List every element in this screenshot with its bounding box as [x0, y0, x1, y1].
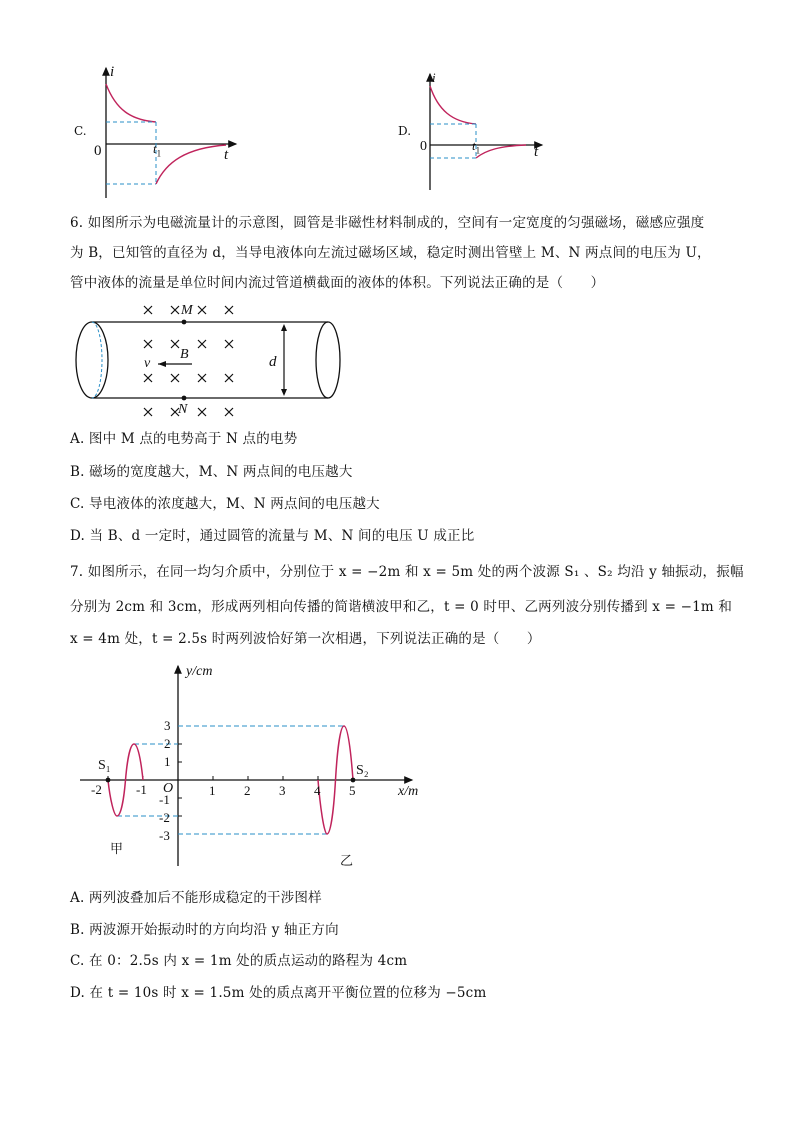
- q6-option-d[interactable]: D. 当 B、d 一定时，通过圆管的流量与 M、N 间的电压 U 成正比: [70, 528, 475, 544]
- point-m: [182, 320, 187, 325]
- label-s1: S₁: [98, 758, 111, 773]
- t-axis-label-d: t: [534, 144, 539, 160]
- q7-option-c[interactable]: C. 在 0：2.5s 内 x = 1m 处的质点运动的路程为 4cm: [70, 953, 408, 969]
- t1-label-d: $t_1$: [472, 138, 481, 156]
- i-axis-label-d: i: [432, 70, 436, 85]
- x-tick: 5: [349, 783, 356, 798]
- option-d-graph: [410, 68, 550, 194]
- origin-o: O: [163, 781, 174, 796]
- x-tick: 1: [209, 783, 216, 798]
- option-d-label: D.: [398, 124, 412, 138]
- q6-stem-line1: 6. 如图所示为电磁流量计的示意图，圆管是非磁性材料制成的，空间有一定宽度的匀强磁场，磁感应强度: [70, 215, 705, 231]
- wave-figure: [78, 660, 438, 870]
- t-axis-label: t: [224, 147, 229, 163]
- x-tick: 4: [314, 783, 321, 798]
- q7-option-d[interactable]: D. 在 t = 10s 时 x = 1.5m 处的质点离开平衡位置的位移为 −5cm: [70, 985, 487, 1001]
- label-n: N: [178, 402, 188, 417]
- y-tick: 3: [164, 718, 171, 733]
- q7-option-b[interactable]: B. 两波源开始振动时的方向均沿 y 轴正方向: [70, 922, 339, 938]
- y-axis-label: y/cm: [186, 664, 213, 679]
- q6-option-b[interactable]: B. 磁场的宽度越大，M、N 两点间的电压越大: [70, 464, 353, 480]
- label-v: v: [144, 356, 151, 371]
- curve-decay-positive: [106, 84, 156, 122]
- source-s2: [351, 778, 356, 783]
- x-tick: 2: [244, 783, 251, 798]
- label-s2: S₂: [356, 763, 369, 778]
- x-tick: -2: [91, 782, 102, 797]
- pipe-left-end: [76, 322, 108, 398]
- label-wave-yi: 乙: [340, 854, 354, 869]
- q7-stem-line1: 7. 如图所示，在同一均匀介质中，分别位于 x = −2m 和 x = 5m 处的两个波源 S₁ 、S₂ 均沿 y 轴振动，振幅: [70, 564, 744, 580]
- pipe-right-end: [316, 322, 340, 398]
- x-tick: 3: [279, 783, 286, 798]
- label-wave-jia: 甲: [110, 842, 124, 857]
- label-d: d: [269, 354, 277, 370]
- velocity-arrow: [158, 361, 166, 367]
- point-n: [182, 396, 187, 401]
- label-b: B: [180, 347, 189, 362]
- x-axis-label: x/m: [398, 784, 419, 799]
- y-tick: -1: [159, 792, 170, 807]
- flowmeter-figure: [70, 298, 350, 422]
- t1-label: $t_1$: [153, 141, 162, 159]
- q7-option-a[interactable]: A. 两列波叠加后不能形成稳定的干涉图样: [70, 890, 322, 906]
- y-tick: -3: [159, 828, 170, 843]
- label-m: M: [181, 303, 193, 318]
- source-s1: [106, 778, 111, 783]
- q6-option-c[interactable]: C. 导电液体的浓度越大，M、N 两点间的电压越大: [70, 496, 380, 512]
- q7-stem-line3: x = 4m 处，t = 2.5s 时两列波恰好第一次相遇，下列说法正确的是（ ）: [70, 631, 541, 647]
- curve-decay-negative: [156, 145, 229, 184]
- origin-label: 0: [94, 143, 102, 159]
- option-c-label: C.: [74, 124, 87, 138]
- option-c-graph: [86, 62, 246, 202]
- q6-option-a[interactable]: A. 图中 M 点的电势高于 N 点的电势: [70, 431, 298, 447]
- y-tick: 1: [164, 754, 171, 769]
- y-tick: 2: [164, 736, 171, 751]
- q6-stem-line3: 管中液体的流量是单位时间内流过管道横截面的液体的体积。下列说法正确的是（ ）: [70, 275, 605, 291]
- x-tick: -1: [136, 782, 147, 797]
- q6-stem-line2: 为 B，已知管的直径为 d，当导电液体向左流过磁场区域，稳定时测出管壁上 M、N 两点间的电压为 U，: [70, 245, 711, 261]
- q7-stem-line2: 分别为 2cm 和 3cm，形成两列相向传播的简谐横波甲和乙，t = 0 时甲、乙两列波分别传播到 x = −1m 和: [70, 599, 733, 615]
- i-axis-label: i: [110, 64, 115, 80]
- origin-label-d: 0: [420, 139, 427, 154]
- y-tick: -2: [159, 810, 170, 825]
